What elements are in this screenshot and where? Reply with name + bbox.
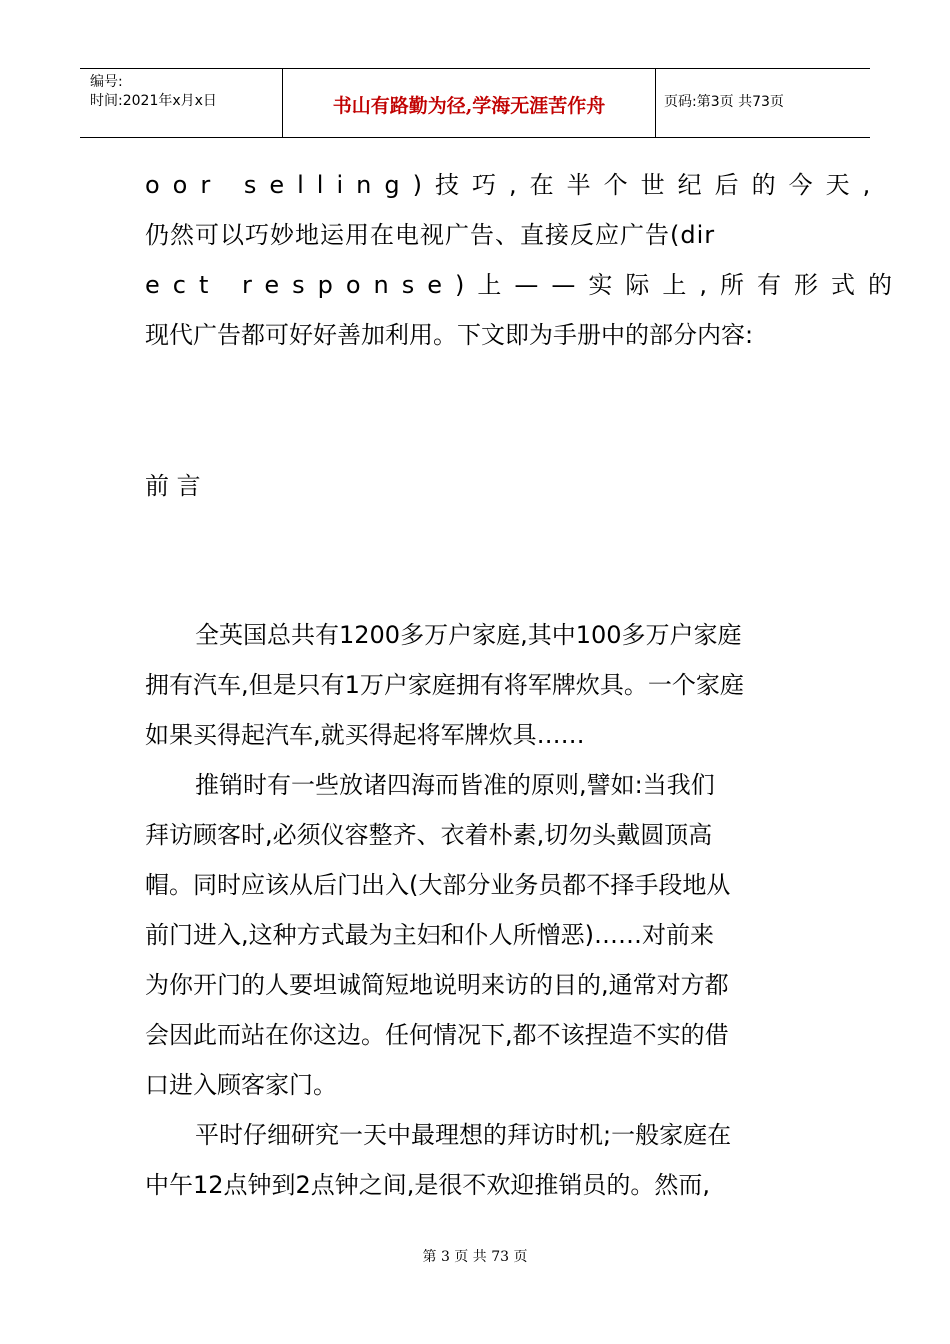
paragraph (145, 610, 825, 760)
text-line: 会因此而站在你这边。任何情况下,都不该捏造不实的借 (145, 1021, 729, 1049)
text-line: 拜访顾客时,必须仪容整齐、衣着朴素,切勿头戴圆顶高 (145, 821, 713, 849)
text-line: 全英国总共有1200多万户家庭,其中100多万户家庭 (195, 621, 742, 649)
text-line: 帽。同时应该从后门出入(大部分业务员都不择手段地从 (145, 871, 731, 899)
text-line: 推销时有一些放诸四海而皆准的原则,譬如:当我们 (195, 771, 715, 799)
text-line: 平时仔细研究一天中最理想的拜访时机;一般家庭在 (195, 1121, 732, 1149)
document-date: 时间:2021年x月x日 (90, 93, 217, 109)
text-line: 仍然可以巧妙地运用在电视广告、直接反应广告(dir (145, 221, 716, 249)
body-paragraphs (145, 610, 825, 1210)
text-line: oor selling)技巧,在半个世纪后的今天, (145, 171, 884, 199)
paragraph (145, 1110, 825, 1210)
document-number-label: 编号: (90, 74, 123, 90)
header-slogan: 书山有路勤为径,学海无涯苦作舟 (332, 95, 606, 117)
header-page-cell (656, 69, 870, 137)
page-header (80, 68, 870, 138)
text-line: 拥有汽车,但是只有1万户家庭拥有将军牌炊具。一个家庭 (145, 671, 744, 699)
text-line: ect response)上——实际上,所有形式的 (145, 271, 905, 299)
header-page-info: 页码:第3页 共73页 (664, 94, 784, 110)
page-footer: 第 3 页 共 73 页 (422, 1249, 528, 1265)
text-line: 口进入顾客家门。 (145, 1071, 337, 1099)
text-line: 为你开门的人要坦诚简短地说明来访的目的,通常对方都 (145, 971, 729, 999)
text-line: 现代广告都可好好善加利用。下文即为手册中的部分内容: (145, 321, 754, 349)
intro-text (145, 160, 905, 360)
paragraph (145, 760, 825, 1110)
text-line: 前门进入,这种方式最为主妇和仆人所憎恶)……对前来 (145, 921, 714, 949)
text-line: 如果买得起汽车,就买得起将军牌炊具…… (145, 721, 585, 749)
text-line: 中午12点钟到2点钟之间,是很不欢迎推销员的。然而, (145, 1171, 711, 1199)
section-heading: 前 言 (145, 472, 201, 500)
header-meta-cell (80, 69, 283, 137)
header-slogan-cell (283, 69, 656, 137)
